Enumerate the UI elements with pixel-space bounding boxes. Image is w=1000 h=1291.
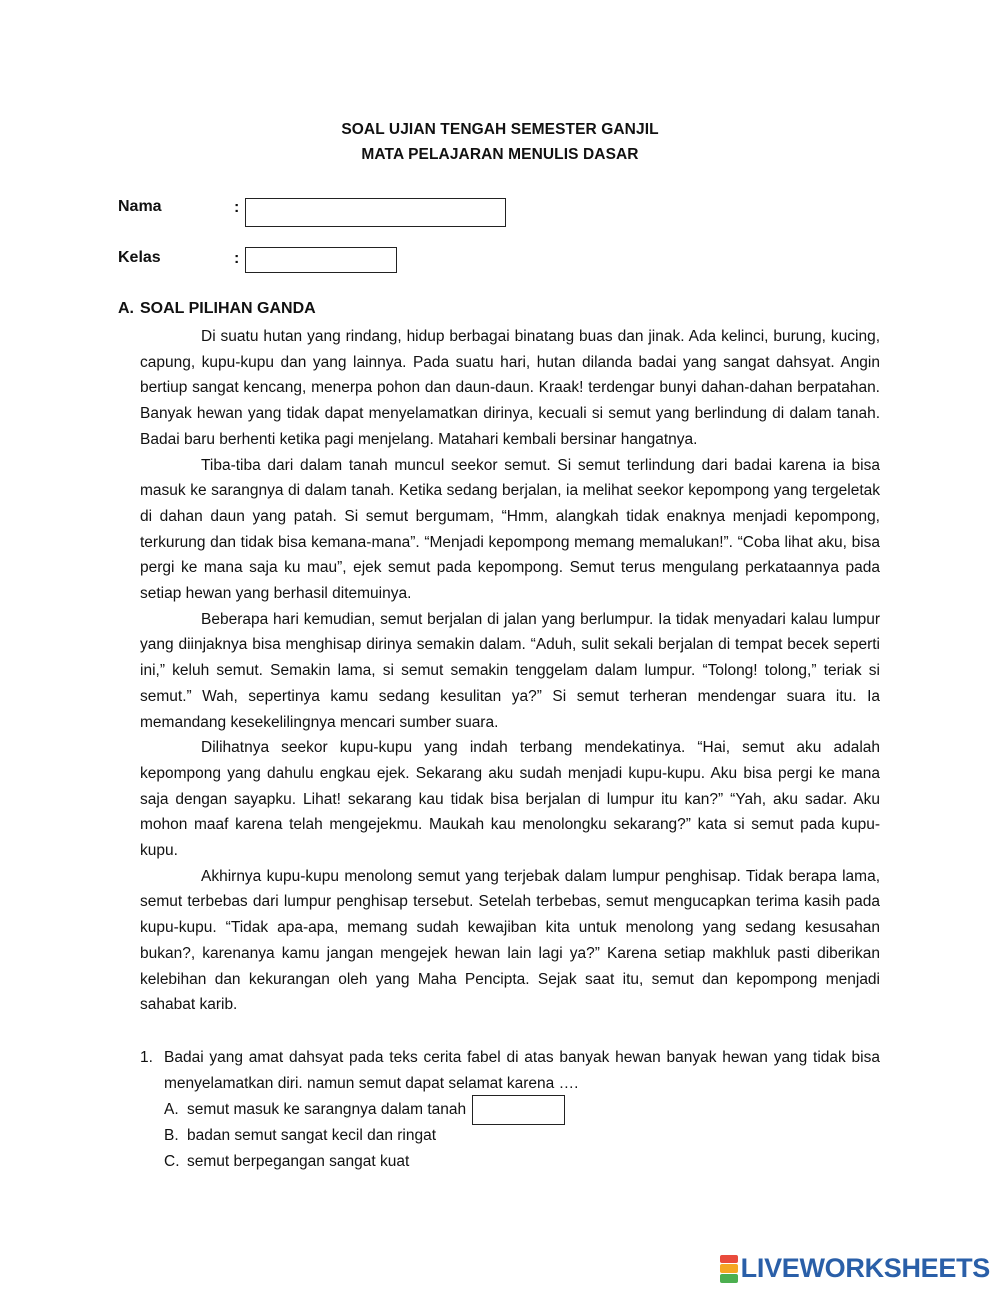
story-paragraph: Di suatu hutan yang rindang, hidup berbagai binatang buas dan jinak. Ada kelinci, burung, kucing, capung, kupu-kupu dan yang lainnya. Pada suatu hari, hutan dilanda badai yang sangat dahsyat. Angin bertiup sangat kencang, menerpa pohon dan daun-daun. Kraak! terdengar bunyi dahan-dahan berpatahan. Banyak hewan yang tidak dapat menyelamatkan dirinya, kecuali si semut yang berlindung di dalam tanah. Badai baru berhenti ketika pagi menjelang. Matahari kembali bersinar hangatnya.: [140, 328, 880, 448]
option-letter: B.: [164, 1127, 179, 1144]
story-text: [140, 324, 880, 1018]
answer-input[interactable]: [472, 1095, 565, 1125]
page-subtitle: MATA PELAJARAN MENULIS DASAR: [361, 146, 639, 163]
logo-wordmark: LIVEWORKSHEETS: [740, 1253, 990, 1283]
class-colon: :: [234, 250, 240, 267]
page-title: SOAL UJIAN TENGAH SEMESTER GANJIL: [341, 121, 659, 138]
class-label: Kelas: [118, 249, 161, 266]
option-text: badan semut sangat kecil dan ringat: [187, 1127, 437, 1144]
liveworksheets-logo-icon: [720, 1255, 738, 1283]
story-paragraph: Beberapa hari kemudian, semut berjalan di jalan yang berlumpur. Ia tidak menyadari kalau lumpur yang diinjaknya bisa menghisap dirinya semakin dalam. “Aduh, sulit sekali berjalan di tempat becek seperti ini,” keluh semut. Semakin lama, si semut semakin tenggelam dalam lumpur. “Tolong! tolong,” teriak si semut.” Wah, sepertinya kamu sedang kesulitan ya?” Si semut terheran mendengar suara itu. Ia memandang kesekelilingnya mencari sumber suara.: [140, 610, 880, 731]
option-text: semut masuk ke sarangnya dalam tanah: [187, 1101, 467, 1118]
section-number: A.: [118, 300, 134, 317]
liveworksheets-logo: [720, 1253, 990, 1284]
question-text: Badai yang amat dahsyat pada teks cerita fabel di atas banyak hewan banyak hewan yang tidak bisa menyelamatkan diri. namun semut dapat selamat karena ….: [164, 1049, 880, 1092]
logo-block: [720, 1255, 738, 1264]
option-letter: C.: [164, 1153, 180, 1170]
question-1-stem: [140, 1045, 880, 1097]
name-colon: :: [234, 199, 240, 216]
story-paragraph: Dilihatnya seekor kupu-kupu yang indah terbang mendekatinya. “Hai, semut aku adalah kepompong yang dahulu engkau ejek. Sekarang aku sudah menjadi kupu-kupu. Aku bisa pergi ke mana saja dengan sayapku. Lihat! sekarang kau tidak bisa berjalan di lumpur itu kan?” “Yah, aku sadar. Aku mohon maaf karena telah mengejekmu. Maukah kau menolongku sekarang?” kata si semut pada kupu-kupu.: [140, 739, 880, 860]
option-list: [164, 1097, 880, 1175]
class-input[interactable]: [245, 247, 397, 273]
option-c: [164, 1149, 880, 1175]
story-paragraph: Akhirnya kupu-kupu menolong semut yang terjebak dalam lumpur penghisap. Tidak berapa lama, semut terbebas dari lumpur penghisap tersebut. Setelah terbebas, semut mengucapkan terima kasih pada kupu-kupu. “Tidak apa-apa, memang sudah kewajiban kita untuk menolong yang sedang kesusahan bukan?, karenanya kamu jangan mengejek hewan lain lagi ya?” Karena setiap makhluk pasti diberikan kelebihan dan kekurangan oleh yang Maha Pencipta. Sejak saat itu, semut dan kepompong menjadi sahabat karib.: [140, 867, 880, 1014]
name-input[interactable]: [245, 198, 506, 227]
section-heading: [118, 300, 316, 318]
option-a: [164, 1097, 880, 1123]
story-paragraph: Tiba-tiba dari dalam tanah muncul seekor semut. Si semut terlindung dari badai karena ia bisa masuk ke sarangnya di dalam tanah. Ketika sedang berjalan, ia melihat seekor kepompong yang tergeletak di dahan daun yang patah. Si semut bergumam, “Hmm, alangkah tidak enaknya menjadi kepompong, terkurung dan tidak bisa kemana-mana”. “Menjadi kepompong memang memalukan!”. “Coba lihat aku, bisa pergi ke mana saja ku mau”, ejek semut pada kepompong. Semut terus mengulang perkataannya pada setiap hewan yang berhasil ditemuinya.: [140, 456, 880, 603]
option-letter: A.: [164, 1101, 179, 1118]
logo-block: [720, 1274, 738, 1283]
option-text: semut berpegangan sangat kuat: [187, 1153, 410, 1170]
question-1: [140, 1045, 880, 1175]
section-title: SOAL PILIHAN GANDA: [140, 300, 316, 317]
logo-block: [720, 1264, 738, 1273]
option-b: [164, 1123, 880, 1149]
question-number: 1.: [140, 1049, 153, 1066]
name-label: Nama: [118, 198, 162, 215]
